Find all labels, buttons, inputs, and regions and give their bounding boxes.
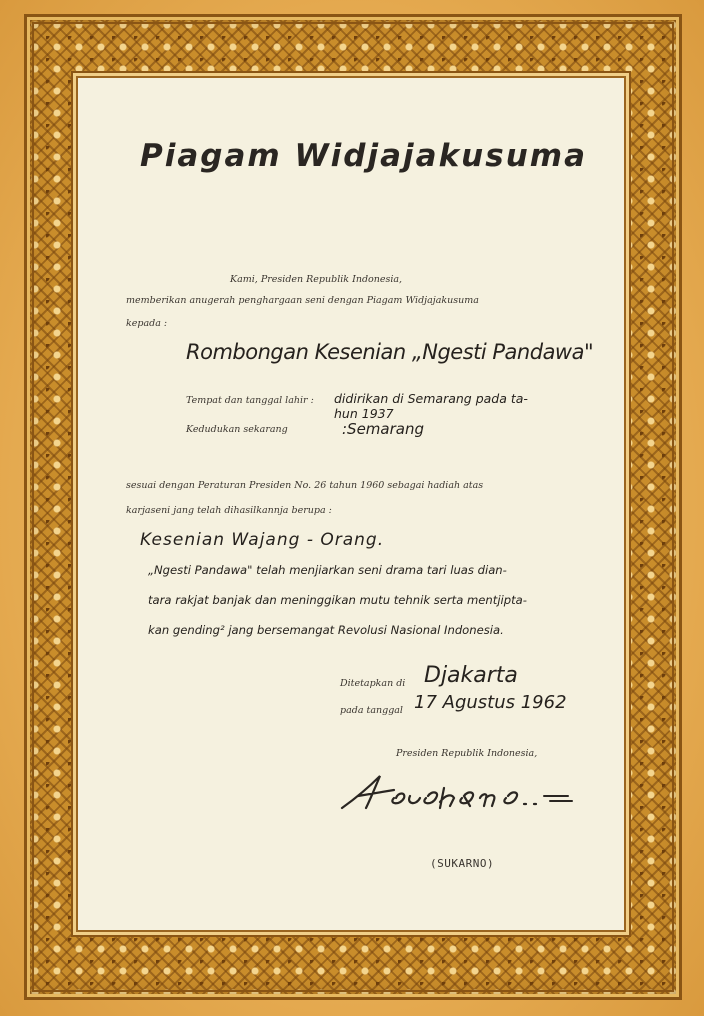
signatory-name: (SUKARNO) xyxy=(430,857,495,870)
work-title: Kesenian Wajang - Orang. xyxy=(140,530,385,550)
citation-line-2: tara rakjat banjak dan meninggikan mutu tehnik serta mentjipta- xyxy=(148,593,527,607)
place-label: Ditetapkan di xyxy=(340,678,406,689)
president-signature xyxy=(336,768,596,818)
intro-line-3: kepada : xyxy=(126,318,168,329)
recipient-name: Rombongan Kesenian „Ngesti Pandawa" xyxy=(186,340,594,364)
birth-label: Tempat dan tanggal lahir : xyxy=(186,395,314,406)
intro-line-1: Kami, Presiden Republik Indonesia, xyxy=(230,274,403,285)
date-value: 17 Agustus 1962 xyxy=(414,692,567,713)
basis-line-2: karjaseni jang telah dihasilkannja berupa : xyxy=(126,505,332,516)
birth-value-line-1: didirikan di Semarang pada ta- xyxy=(334,391,528,406)
date-label: pada tanggal xyxy=(340,705,403,716)
citation-line-3: kan gending² jang bersemangat Revolusi Nasional Indonesia. xyxy=(148,623,504,637)
signatory-title: Presiden Republik Indonesia, xyxy=(396,748,538,759)
certificate-title: Piagam Widjajakusuma xyxy=(140,138,587,174)
signature-graphic xyxy=(336,768,596,818)
seat-label: Kedudukan sekarang xyxy=(186,424,288,435)
citation-line-1: „Ngesti Pandawa" telah menjiarkan seni drama tari luas dian- xyxy=(148,563,507,577)
intro-line-2: memberikan anugerah penghargaan seni dengan Piagam Widjajakusuma xyxy=(126,295,479,306)
place-value: Djakarta xyxy=(424,663,518,688)
birth-value-line-2: hun 1937 xyxy=(334,406,394,421)
basis-line-1: sesuai dengan Peraturan Presiden No. 26 tahun 1960 sebagai hadiah atas xyxy=(126,480,484,491)
certificate-paper xyxy=(78,78,624,930)
seat-value: :Semarang xyxy=(342,420,424,438)
